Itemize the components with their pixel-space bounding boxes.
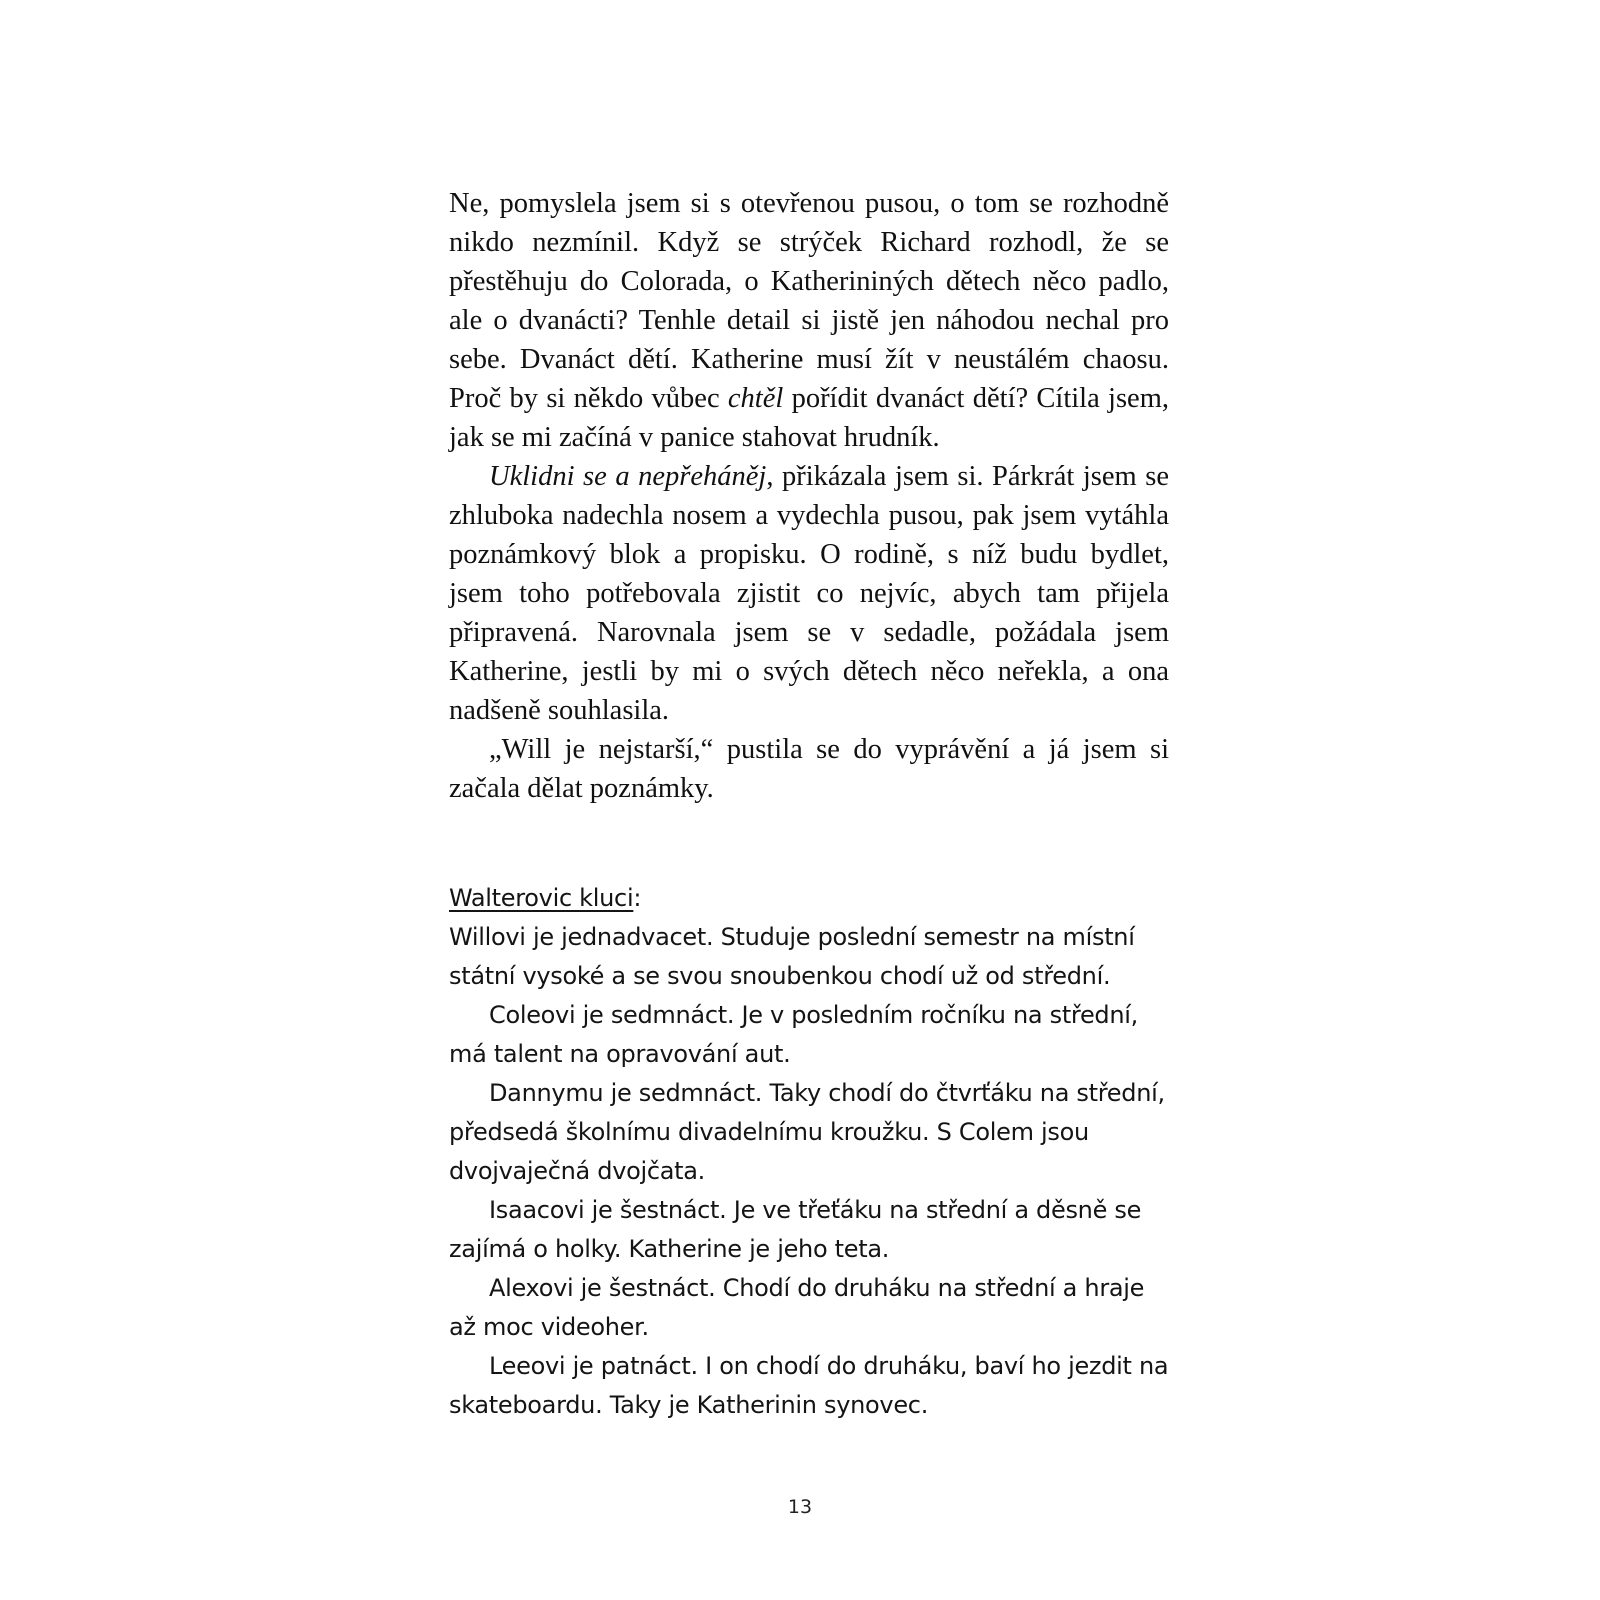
notes-entry-cole: Coleovi je sedmnáct. Je v posledním ročníku na střední, má talent na opravování aut. [449, 1001, 1138, 1068]
notes-heading-text: Walterovic kluci [449, 884, 634, 912]
prose-section [449, 184, 1169, 808]
prose-paragraph-2-text: , přikázala jsem si. Párkrát jsem se zhluboka nadechla nosem a vydechla pusou, pak jsem vytáhla poznámkový blok a propisku. O rodině, s níž budu bydlet, jsem toho potřebovala zjistit co nejvíc, abych tam přijela připravená. Narovnala jsem se v sedadle, požádala jsem Katherine, jestli by mi o svých dětech něco neřekla, a ona nadšeně souhlasila. [449, 461, 1169, 726]
notes-heading [449, 879, 1169, 918]
notes-section [449, 879, 1169, 1425]
prose-paragraph-3: „Will je nejstarší,“ pustila se do vyprávění a já jsem si začala dělat poznámky. [449, 734, 1169, 804]
prose-paragraph-2-emphasis: Uklidni se a nepřeháněj [489, 461, 767, 492]
prose-paragraph-2 [449, 457, 1169, 730]
notes-entry-alex: Alexovi je šestnáct. Chodí do druháku na střední a hraje až moc videoher. [449, 1274, 1145, 1341]
prose-paragraph-1-text-a: Ne, pomyslela jsem si s otevřenou pusou, o tom se rozhodně nikdo nezmínil. Když se strýček Richard rozhodl, že se přestěhuju do Colorada, o Katherininých dětech něco padlo, ale o dvanácti? Tenhle detail si jistě jen náhodou nechal pro sebe. Dvanáct dětí. Katherine musí žít v neustálém chaosu. Proč by si někdo vůbec [449, 188, 1169, 414]
notes-heading-colon: : [633, 884, 642, 912]
notes-entry-isaac: Isaacovi je šestnáct. Je ve třeťáku na střední a děsně se zajímá o holky. Katherine je jeho teta. [449, 1196, 1142, 1263]
notes-entry-will: Willovi je jednadvacet. Studuje poslední semestr na místní státní vysoké a se svou snoubenkou chodí už od střední. [449, 923, 1135, 990]
page-number: 13 [787, 1496, 813, 1518]
notes-entry-danny: Dannymu je sedmnáct. Taky chodí do čtvrťáku na střední, předsedá školnímu divadelnímu kroužku. S Colem jsou dvojvaječná dvojčata. [449, 1079, 1165, 1185]
prose-paragraph-1-emphasis: chtěl [727, 383, 784, 414]
prose-paragraph-1-text-b: pořídit dvanáct dětí? Cítila jsem, jak se mi začíná v panice stahovat hrudník. [449, 383, 1169, 453]
notes-entry-lee: Leeovi je patnáct. I on chodí do druháku, baví ho jezdit na skateboardu. Taky je Katherinin synovec. [449, 1352, 1169, 1419]
prose-paragraph-1 [449, 184, 1169, 457]
